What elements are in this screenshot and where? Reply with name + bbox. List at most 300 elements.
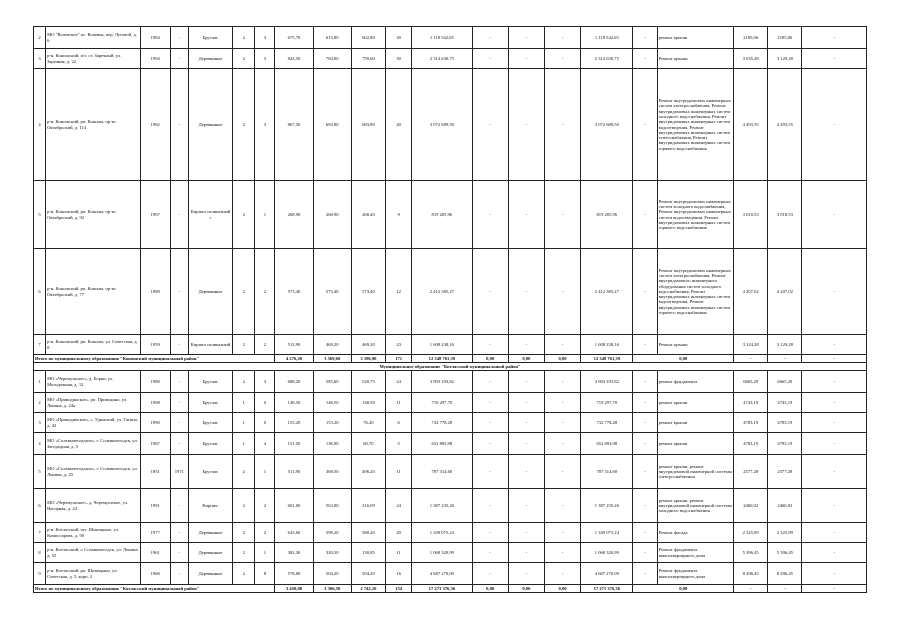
cell-e: - xyxy=(802,433,867,455)
section-header-row xyxy=(34,363,867,371)
cell-c1: 5 396,45 xyxy=(734,543,768,563)
cell-f3: - xyxy=(544,543,580,563)
cell-c2: 2185,06 xyxy=(768,27,802,49)
cell-f2: - xyxy=(508,543,544,563)
cell-people: 5 xyxy=(386,433,412,455)
cell-own: 3 072 689,50 xyxy=(581,69,633,181)
total-c2: - xyxy=(768,585,802,593)
cell-blank: - xyxy=(633,455,657,489)
cell-yr2: - xyxy=(170,181,188,249)
cell-total: 2 314 630,75 xyxy=(412,49,472,69)
cell-e: - xyxy=(802,27,867,49)
cell-yr2: - xyxy=(170,413,188,433)
cell-c1: 4783,19 xyxy=(734,433,768,455)
cell-en: 1 xyxy=(255,181,275,249)
cell-c1: 4 207,02 xyxy=(734,249,768,335)
cell-total: 1 118 542,65 xyxy=(412,27,472,49)
cell-blank: - xyxy=(633,433,657,455)
cell-work: ремонт фундамента xyxy=(657,371,733,393)
cell-addr: МО «Сольвычегодское», г. Сольвычегодск, ул. Загородная, д. 5 xyxy=(46,433,141,455)
cell-f3: - xyxy=(544,489,580,523)
cell-work: ремонт крыши xyxy=(657,393,733,413)
cell-fl: 2 xyxy=(233,489,255,523)
cell-blank: - xyxy=(633,49,657,69)
cell-s3: 76,20 xyxy=(351,413,385,433)
cell-yr2: - xyxy=(170,27,188,49)
cell-work: Ремонт внутридомовых инженерных систем электроснабжения, Ремонт внутридомового инженерного оборудования систем холодного водоснабжения, Ремонт внутридомовых инженерных систем водоотведения, Ремонт внутридомовых инженерных систем горячего водоснабжения xyxy=(657,249,733,335)
total-f2: 0,00 xyxy=(508,355,544,363)
cell-s1: 382,30 xyxy=(275,543,313,563)
cell-addr: р-н. Котласский, пгт. Шипицыно, ул. Комиссарова, д. 58 xyxy=(46,523,141,543)
cell-yr2: - xyxy=(170,433,188,455)
cell-fl: 1 xyxy=(233,413,255,433)
cell-fl: 2 xyxy=(233,543,255,563)
total-work: 0,00 xyxy=(633,355,734,363)
cell-year: 1967 xyxy=(140,433,170,455)
cell-own: 1 387 235,26 xyxy=(581,489,633,523)
cell-c2: 8 296,45 xyxy=(768,563,802,585)
cell-blank: - xyxy=(633,543,657,563)
cell-f2: - xyxy=(508,27,544,49)
cell-addr: р-н. Котласский, рп. Шипицыно, ул. Советская, д. 5, корп. 2 xyxy=(46,563,141,585)
cell-s3: 602,80 xyxy=(351,27,385,49)
cell-fl: 2 xyxy=(233,371,255,393)
cell-own: 1 349 075,24 xyxy=(581,523,633,543)
cell-f1: - xyxy=(472,69,508,181)
cell-yr2: - xyxy=(170,543,188,563)
cell-s2: 148,50 xyxy=(313,393,351,413)
cell-yr2: - xyxy=(170,371,188,393)
table-body xyxy=(34,27,867,593)
cell-s2: 573,40 xyxy=(313,249,351,335)
cell-mat: Деревянные xyxy=(188,563,232,585)
cell-f3: - xyxy=(544,249,580,335)
cell-en: 4 xyxy=(255,433,275,455)
cell-total: 1 608 238,16 xyxy=(412,335,472,355)
cell-mat: Деревянные xyxy=(188,249,232,335)
cell-s2: 469,20 xyxy=(313,335,351,355)
cell-f3: - xyxy=(544,393,580,413)
cell-total: 1 349 075,24 xyxy=(412,523,472,543)
table-row xyxy=(34,413,867,433)
total-s1: 3 450,00 xyxy=(275,585,313,593)
cell-s3: 580,20 xyxy=(351,523,385,543)
cell-own: 1 608 238,16 xyxy=(581,335,633,355)
cell-f3: - xyxy=(544,563,580,585)
cell-work: ремонт крыши xyxy=(657,413,733,433)
table-row xyxy=(34,49,867,69)
total-f1: 0,00 xyxy=(472,585,508,593)
cell-yr2: - xyxy=(170,563,188,585)
cell-s1: 867,30 xyxy=(275,69,313,181)
total-c1: - xyxy=(734,355,768,363)
cell-total: 819 205,96 xyxy=(412,181,472,249)
cell-e: - xyxy=(802,523,867,543)
total-own: 17 271 376,36 xyxy=(581,585,633,593)
cell-f1: - xyxy=(472,433,508,455)
table-row xyxy=(34,455,867,489)
cell-c2: 2460,02 xyxy=(768,489,802,523)
cell-addr: р-н. Коношский, рп. Коноша, пр-кт. Октябрьский, д. 92 xyxy=(46,181,141,249)
total-e: - xyxy=(802,355,867,363)
cell-s1: 151,50 xyxy=(275,433,313,455)
cell-n: 6 xyxy=(34,489,46,523)
cell-work: Ремонт крыши xyxy=(657,49,733,69)
total-total: 17 271 376,36 xyxy=(412,585,472,593)
cell-c1: 3 124,28 xyxy=(734,335,768,355)
total-f2: 0,00 xyxy=(508,585,544,593)
cell-addr: МО «Черемушское», д. Борки, ул. Молодежная, д. 12 xyxy=(46,371,141,393)
cell-en: 0 xyxy=(255,393,275,413)
cell-own: 652 893,98 xyxy=(581,433,633,455)
cell-s2: 585,60 xyxy=(313,371,351,393)
cell-yr2: - xyxy=(170,523,188,543)
cell-s2: 153,20 xyxy=(313,413,351,433)
table-row xyxy=(34,181,867,249)
cell-total: 787 314,60 xyxy=(412,455,472,489)
cell-n: 7 xyxy=(34,523,46,543)
cell-en: 3 xyxy=(255,371,275,393)
cell-addr: МО «Приводинское», с. Удимский, ул. Гагина, д. 42 xyxy=(46,413,141,433)
cell-total: 1 387 235,26 xyxy=(412,489,472,523)
cell-f2: - xyxy=(508,433,544,455)
cell-own: 719 297,70 xyxy=(581,393,633,413)
cell-f1: - xyxy=(472,335,508,355)
cell-fl: 2 xyxy=(233,49,255,69)
cell-mat: Брусчат. xyxy=(188,433,232,455)
cell-f1: - xyxy=(472,249,508,335)
cell-fl: 2 xyxy=(233,181,255,249)
cell-fl: 1 xyxy=(233,393,255,413)
cell-s1: 148,50 xyxy=(275,393,313,413)
cell-f1: - xyxy=(472,523,508,543)
cell-f3: - xyxy=(544,455,580,489)
cell-c2: 4783,19 xyxy=(768,433,802,455)
cell-year: 1991 xyxy=(140,489,170,523)
cell-people: 12 xyxy=(386,249,412,335)
cell-blank: - xyxy=(633,393,657,413)
cell-c2: 4783,19 xyxy=(768,413,802,433)
cell-total: 732 778,28 xyxy=(412,413,472,433)
cell-f1: - xyxy=(472,413,508,433)
cell-f1: - xyxy=(472,27,508,49)
cell-s1: 601,00 xyxy=(275,489,313,523)
cell-en: 2 xyxy=(255,523,275,543)
cell-s1: 153,20 xyxy=(275,413,313,433)
total-row xyxy=(34,585,867,593)
total-s2: 3 306,50 xyxy=(313,585,351,593)
cell-people: 30 xyxy=(386,49,412,69)
cell-total: 719 297,70 xyxy=(412,393,472,413)
total-people: 154 xyxy=(386,585,412,593)
cell-s2: 563,80 xyxy=(313,489,351,523)
cell-work: Ремонт крыши xyxy=(657,335,733,355)
cell-n: 7 xyxy=(34,335,46,355)
cell-c2: 3 129,28 xyxy=(768,49,802,69)
cell-mat: Кирпич. xyxy=(188,489,232,523)
cell-f3: - xyxy=(544,27,580,49)
total-f3: 0,00 xyxy=(544,585,580,593)
cell-c1: 4743,19 xyxy=(734,393,768,413)
cell-mat: Брусчат. xyxy=(188,393,232,413)
cell-own: 732 778,28 xyxy=(581,413,633,433)
total-row xyxy=(34,355,867,363)
cell-en: 0 xyxy=(255,413,275,433)
cell-addr: МО "Вочевское" пс. Вочевка, пер. Луговой, д. 6 xyxy=(46,27,141,49)
cell-n: 4 xyxy=(34,69,46,181)
cell-total: 4 687 270,09 xyxy=(412,563,472,585)
cell-n: 6 xyxy=(34,249,46,335)
cell-e: - xyxy=(802,393,867,413)
table-row xyxy=(34,27,867,49)
cell-blank: - xyxy=(633,523,657,543)
cell-f2: - xyxy=(508,455,544,489)
cell-s2: 615,80 xyxy=(313,27,351,49)
cell-year: 1961 xyxy=(140,543,170,563)
cell-c1: 2 325,89 xyxy=(734,523,768,543)
cell-e: - xyxy=(802,413,867,433)
table-row xyxy=(34,543,867,563)
cell-addr: р-н. Коношский, рп. Коноша, пр-кт. Октябрьский, д. 114 xyxy=(46,69,141,181)
cell-n: 1 xyxy=(34,371,46,393)
cell-s2: 693,80 xyxy=(313,69,351,181)
cell-en: 1 xyxy=(255,543,275,563)
cell-n: 2 xyxy=(34,27,46,49)
total-e: - xyxy=(802,585,867,593)
cell-f2: - xyxy=(508,69,544,181)
total-s2: 3 569,60 xyxy=(313,355,351,363)
cell-s1: 511,90 xyxy=(275,455,313,489)
total-s3: 2 742,10 xyxy=(351,585,385,593)
cell-fl: 2 xyxy=(233,249,255,335)
cell-people: 11 xyxy=(386,455,412,489)
cell-yr2: - xyxy=(170,335,188,355)
cell-blank: - xyxy=(633,563,657,585)
total-work: 0,00 xyxy=(633,585,734,593)
cell-c2: 2577,28 xyxy=(768,455,802,489)
cell-total: 652 893,98 xyxy=(412,433,472,455)
cell-f1: - xyxy=(472,543,508,563)
cell-mat: Деревянные xyxy=(188,523,232,543)
section-title: Муниципальное образование "Котласский муниципальный район" xyxy=(34,363,867,371)
cell-s3: 130,85 xyxy=(351,543,385,563)
cell-year: 1984 xyxy=(140,27,170,49)
cell-people: 24 xyxy=(386,371,412,393)
cell-mat: Брусчат. xyxy=(188,371,232,393)
total-s1: 4 276,20 xyxy=(275,355,313,363)
cell-blank: - xyxy=(633,69,657,181)
cell-blank: - xyxy=(633,413,657,433)
cell-blank: - xyxy=(633,371,657,393)
cell-f1: - xyxy=(472,455,508,489)
cell-f3: - xyxy=(544,49,580,69)
cell-people: 9 xyxy=(386,181,412,249)
cell-s3: 469,20 xyxy=(351,335,385,355)
cell-c2: 4 207,02 xyxy=(768,249,802,335)
cell-year: 1960 xyxy=(140,563,170,585)
cell-c2: 3 129,28 xyxy=(768,335,802,355)
cell-f1: - xyxy=(472,371,508,393)
cell-yr2: - xyxy=(170,393,188,413)
cell-fl: 2 xyxy=(233,563,255,585)
cell-people: 11 xyxy=(386,393,412,413)
cell-fl: 2 xyxy=(233,455,255,489)
cell-year: 1990 xyxy=(140,413,170,433)
total-total: 12 348 761,39 xyxy=(412,355,472,363)
cell-work: Ремонт фундамента многоквартирного дома xyxy=(657,543,733,563)
cell-people: 11 xyxy=(386,543,412,563)
total-f3: 0,00 xyxy=(544,355,580,363)
cell-c1: 4783,19 xyxy=(734,413,768,433)
cell-fl: 2 xyxy=(233,27,255,49)
cell-work: Ремонт фундамента многоквартирного дома xyxy=(657,563,733,585)
cell-f2: - xyxy=(508,523,544,543)
cell-mat: Деревянные xyxy=(188,543,232,563)
cell-f2: - xyxy=(508,489,544,523)
cell-e: - xyxy=(802,563,867,585)
cell-c2: 4743,19 xyxy=(768,393,802,413)
cell-n: 5 xyxy=(34,181,46,249)
total-f1: 0,00 xyxy=(472,355,508,363)
cell-n: 3 xyxy=(34,49,46,69)
cell-work: Ремонт фасада xyxy=(657,523,733,543)
cell-own: 1 118 542,65 xyxy=(581,27,633,49)
cell-addr: МО «Черемушское», д. Черемушское, ул. Нагорная, д. 24 xyxy=(46,489,141,523)
cell-f2: - xyxy=(508,413,544,433)
cell-fl: 2 xyxy=(233,523,255,543)
cell-c1: 4 493,55 xyxy=(734,69,768,181)
cell-s1: 268,90 xyxy=(275,181,313,249)
cell-f2: - xyxy=(508,181,544,249)
cell-blank: - xyxy=(633,249,657,335)
cell-en: 2 xyxy=(255,489,275,523)
cell-f1: - xyxy=(472,181,508,249)
total-c2: - xyxy=(768,355,802,363)
cell-s1: 643,60 xyxy=(275,523,313,543)
cell-f3: - xyxy=(544,413,580,433)
cell-s3: 683,80 xyxy=(351,69,385,181)
cell-people: 23 xyxy=(386,335,412,355)
cell-c2: 6665,29 xyxy=(768,371,802,393)
cell-addr: МО «Приводинское», рп. Приводино, ул. Ленина, д. 24а xyxy=(46,393,141,413)
cell-work: Ремонт внутридомовых инженерных систем холодного водоснабжения, Ремонт внутридомовых инженерных систем водоотведения, Ремонт внутридомовых инженерных систем горячего водоснабжения xyxy=(657,181,733,249)
cell-fl: 2 xyxy=(233,335,255,355)
cell-s2: 320,50 xyxy=(313,543,351,563)
cell-s2: 368,50 xyxy=(313,455,351,489)
cell-e: - xyxy=(802,371,867,393)
cell-year: 1980 xyxy=(140,371,170,393)
cell-c1: 2577,28 xyxy=(734,455,768,489)
cell-f3: - xyxy=(544,371,580,393)
cell-c1: 2185,06 xyxy=(734,27,768,49)
cell-s2: 784,80 xyxy=(313,49,351,69)
cell-year: 1994 xyxy=(140,49,170,69)
cell-c2: 2 325,89 xyxy=(768,523,802,543)
cell-year: 1998 xyxy=(140,393,170,413)
cell-s1: 843,50 xyxy=(275,49,313,69)
cell-s3: 268,40 xyxy=(351,181,385,249)
cell-f3: - xyxy=(544,69,580,181)
table-row xyxy=(34,335,867,355)
cell-s2: 136,90 xyxy=(313,433,351,455)
cell-e: - xyxy=(802,489,867,523)
cell-addr: р-н. Котласский, г. Сольвычегодск, ул. Ленина, д. 55 xyxy=(46,543,141,563)
cell-blank: - xyxy=(633,489,657,523)
cell-s2: 598,20 xyxy=(313,523,351,543)
cell-c1: 8 296,45 xyxy=(734,563,768,585)
cell-addr: р-н. Коношский, рп. Коноша, ул. Советская, д. 8 xyxy=(46,335,141,355)
cell-f1: - xyxy=(472,489,508,523)
cell-own: 1 068 320,99 xyxy=(581,543,633,563)
cell-year: 1977 xyxy=(140,523,170,543)
cell-e: - xyxy=(802,335,867,355)
cell-s3: 520,75 xyxy=(351,371,385,393)
cell-addr: р-н. Коношский, п/з. ст. Заречный, ул. Заречная, д. 22 xyxy=(46,49,141,69)
cell-s3: 504,20 xyxy=(351,563,385,585)
cell-n: 5 xyxy=(34,455,46,489)
table-row xyxy=(34,393,867,413)
cell-f2: - xyxy=(508,393,544,413)
cell-own: 3 903 193,82 xyxy=(581,371,633,393)
cell-mat: Деревянные xyxy=(188,49,232,69)
cell-c1: 3 018,53 xyxy=(734,181,768,249)
cell-c1: 6665,29 xyxy=(734,371,768,393)
cell-n: 2 xyxy=(34,393,46,413)
cell-fl: 1 xyxy=(233,433,255,455)
cell-year: 1959 xyxy=(140,335,170,355)
cell-s1: 513,90 xyxy=(275,335,313,355)
table-row xyxy=(34,371,867,393)
cell-f2: - xyxy=(508,49,544,69)
cell-e: - xyxy=(802,49,867,69)
cell-work: ремонт крыши, ремонт внутридомовой инженерной системы электроснабжения xyxy=(657,455,733,489)
total-own: 12 348 761,39 xyxy=(581,355,633,363)
cell-en: 3 xyxy=(255,27,275,49)
cell-work: Ремонт внутридомовых инженерных систем электроснабжения, Ремонт внутридомовых инженерных систем холодного водоснабжения, Ремонт внутридомовых инженерных систем водоотведения, Ремонт внутридомовых инженерных систем теплоснабжения, Ремонт внутридомовых инженерных систем горячего водоснабжения xyxy=(657,69,733,181)
cell-f2: - xyxy=(508,335,544,355)
cell-f2: - xyxy=(508,563,544,585)
cell-c2: 5 396,45 xyxy=(768,543,802,563)
cell-f3: - xyxy=(544,433,580,455)
cell-c1: 2460,02 xyxy=(734,489,768,523)
cell-blank: - xyxy=(633,181,657,249)
cell-year: 1997 xyxy=(140,181,170,249)
cell-s3: 573,40 xyxy=(351,249,385,335)
cell-people: 16 xyxy=(386,563,412,585)
cell-s1: 573,40 xyxy=(275,249,313,335)
cell-en: 8 xyxy=(255,563,275,585)
cell-blank: - xyxy=(633,27,657,49)
cell-s1: 675,70 xyxy=(275,27,313,49)
cell-s3: 316,09 xyxy=(351,489,385,523)
cell-f1: - xyxy=(472,49,508,69)
cell-n: 8 xyxy=(34,543,46,563)
cell-year: 1989 xyxy=(140,249,170,335)
cell-yr2: - xyxy=(170,249,188,335)
table-row xyxy=(34,489,867,523)
cell-f3: - xyxy=(544,181,580,249)
cell-people: 6 xyxy=(386,413,412,433)
cell-total: 3 072 689,50 xyxy=(412,69,472,181)
cell-blank: - xyxy=(633,335,657,355)
cell-total: 2 412 385,27 xyxy=(412,249,472,335)
cell-total: 1 068 320,99 xyxy=(412,543,472,563)
cell-f1: - xyxy=(472,563,508,585)
cell-c2: 3 018,53 xyxy=(768,181,802,249)
cell-work: ремонт крыши xyxy=(657,27,733,49)
cell-year: 1982 xyxy=(140,69,170,181)
cell-mat: Брусчат. xyxy=(188,413,232,433)
